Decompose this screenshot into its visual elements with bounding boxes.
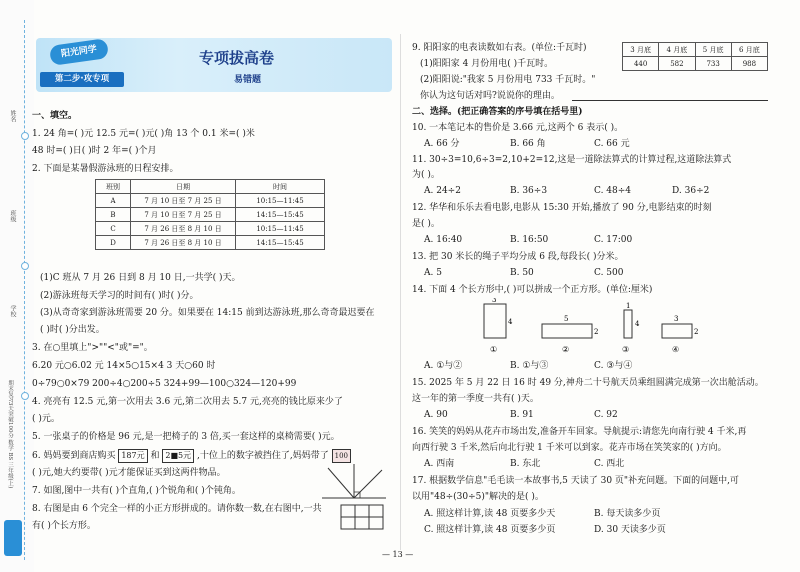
q2-sub2: (2)游泳班每天学习的时间有( )时( )分。 [40, 291, 199, 301]
q17-line1: 17. 根据数学信息"毛毛读一本故事书,5 天读了 30 页"补充问题。下面的问题中,可 [412, 476, 739, 486]
q16-option: A. 西南 [424, 459, 455, 469]
page-number: — 13 — [382, 550, 414, 559]
q10-option: C. 66 元 [594, 139, 630, 149]
swim-schedule-table [95, 179, 325, 250]
q14-option: B. ①与③ [510, 361, 549, 371]
table-cell: 988 [731, 57, 767, 71]
table-cell: C [96, 222, 131, 236]
q12-line1: 12. 华华和乐乐去看电影,电影从 15:30 开始,播放了 90 分,电影结束的时刻 [412, 203, 712, 213]
table-header-cell: 3 月底 [623, 43, 659, 57]
dim-label: 1 [626, 302, 631, 310]
q12-line2: 是( )。 [412, 219, 440, 229]
table-cell: 582 [659, 57, 695, 71]
q5-line1: 5. 一张桌子的价格是 96 元,是一把椅子的 3 倍,买一套这样的桌椅需要( )元。 [32, 432, 340, 442]
book-series-label: 期末复习3天突破100分 数学 BS 三年级(上) [7, 380, 13, 489]
q10-line1: 10. 一本笔记本的售价是 3.66 元,这两个 6 表示( )。 [412, 123, 624, 133]
table-row [96, 208, 325, 222]
q1-line2: 48 时=( )日( )时 2 年=( )个月 [32, 146, 157, 156]
q12-option: A. 16:40 [424, 235, 463, 245]
school-label: 学校 [9, 305, 16, 317]
table-header-cell: 班别 [96, 180, 131, 194]
table-header-cell: 日期 [131, 180, 236, 194]
q11-option: B. 36÷3 [510, 186, 548, 196]
q12-option: B. 16:50 [510, 235, 549, 245]
meter-reading-table [622, 42, 768, 71]
table-cell: D [96, 236, 131, 250]
q17-option: D. 30 天读多少页 [594, 525, 666, 535]
q10-option: A. 66 分 [424, 139, 460, 149]
q3-line2: 6.20 元○6.02 元 14×5○15×4 3 天○60 时 [32, 361, 216, 371]
page-title: 专项拔高卷 [199, 49, 275, 67]
q8-line2: 有( )个长方形。 [32, 521, 96, 531]
q13-option: A. 5 [424, 268, 442, 278]
q15-option: C. 92 [594, 410, 618, 420]
table-header-row [96, 180, 325, 194]
q7-line1: 7. 如图,图中一共有( )个直角,( )个锐角和( )个钝角。 [32, 486, 241, 496]
q2-intro: 2. 下面是某暑假游泳班的日程安排。 [32, 164, 179, 174]
table-cell: 10:15—11:45 [236, 194, 325, 208]
q6-hidden-price-tag: 2■5元 [162, 449, 194, 463]
q17-option: B. 每天读多少页 [594, 509, 661, 519]
table-row [623, 57, 768, 71]
q4-line2: ( )元。 [32, 414, 60, 424]
q6-text-rest: ,十位上的数字被挡住了,妈妈带了 [197, 451, 329, 461]
q16-option: C. 西北 [594, 459, 625, 469]
q9-sub3: 你认为这句话对吗?说说你的理由。 [420, 91, 560, 101]
column-divider [400, 34, 401, 550]
table-cell: 7 月 26 日至 8 月 10 日 [131, 222, 236, 236]
q9-sub2: (2)阳阳说:"我家 5 月份用电 733 千瓦时。" [420, 75, 596, 85]
table-cell: A [96, 194, 131, 208]
banknote-icon: 100 [332, 449, 351, 463]
q16-option: B. 东北 [510, 459, 541, 469]
table-row [96, 222, 325, 236]
table-cell: 733 [695, 57, 731, 71]
q15-option: A. 90 [424, 410, 448, 420]
q10-option: B. 66 角 [510, 139, 546, 149]
q2-sub1: (1)C 班从 7 月 26 日到 8 月 10 日,一共学( )天。 [40, 273, 241, 283]
table-header-row [623, 43, 768, 57]
q2-sub3b: ( )时( )分出发。 [40, 325, 105, 335]
table-header-cell: 5 月底 [695, 43, 731, 57]
q17-option: C. 照这样计算,读 48 页要多少页 [424, 525, 556, 535]
q11-option: C. 48÷4 [594, 186, 632, 196]
q15-option: B. 91 [510, 410, 534, 420]
table-cell: B [96, 208, 131, 222]
q6-text-and: 和 [150, 451, 160, 461]
q1-line1: 1. 24 角=( )元 12.5 元=( )元( )角 13 个 0.1 米=( )米 [32, 129, 255, 139]
q15-line2: 这一年的第一季度一共有( )天。 [412, 394, 539, 404]
table-cell: 7 月 26 日至 8 月 10 日 [131, 236, 236, 250]
q6-line2: ( )元,她大约要带( )元才能保证买到这两件物品。 [32, 468, 226, 478]
table-cell: 14:15—15:45 [236, 236, 325, 250]
binding-hole [21, 132, 29, 140]
q9-sub1: (1)阳阳家 4 月份用电( )千瓦时。 [420, 59, 554, 69]
answer-line [572, 100, 768, 101]
table-header-cell: 4 月底 [659, 43, 695, 57]
shape-label: ③ [622, 345, 630, 354]
dim-label: 2 [594, 328, 599, 336]
brand-logo: 阳光同学 [49, 38, 109, 66]
table-cell: 7 月 10 日至 7 月 25 日 [131, 208, 236, 222]
q6-line1 [32, 449, 351, 463]
name-label: 姓名 [9, 110, 16, 122]
q17-option: A. 照这样计算,读 48 页要多少天 [424, 509, 556, 519]
dim-label: 4 [635, 320, 640, 328]
q16-line1: 16. 笑笑的妈妈从花卉市场出发,准备开车回家。导航提示:请您先向南行驶 4 千米,再 [412, 427, 747, 437]
q11-option: D. 36÷2 [672, 186, 710, 196]
section-2-title: 二、选择。(把正确答案的序号填在括号里) [412, 107, 583, 117]
squares-grid-figure [340, 504, 384, 530]
table-cell: 10:15—11:45 [236, 222, 325, 236]
angle-figure [320, 462, 388, 502]
dim-label: 2 [694, 328, 699, 336]
q4-line1: 4. 亮亮有 12.5 元,第一次用去 3.6 元,第二次用去 5.7 元,亮亮的钱比原来少了 [32, 397, 343, 407]
q15-line1: 15. 2025 年 5 月 22 日 16 时 49 分,神舟二十号航天员乘组圆满完成第一次出舱活动。 [412, 378, 764, 388]
shape-label: ④ [672, 345, 680, 354]
dim-label: 4 [508, 318, 513, 326]
q3-line3: 0÷79○0×79 200÷4○200÷5 324+99—100○324—120+99 [32, 379, 297, 389]
cut-line [24, 20, 25, 560]
binding-hole [21, 262, 29, 270]
dim-label: 3 [674, 315, 679, 323]
table-row [96, 194, 325, 208]
step-badge: 第二步·攻专项 [40, 72, 124, 87]
dim-label: 5 [564, 315, 569, 323]
q8-line1: 8. 右图是由 6 个完全一样的小正方形拼成的。请你数一数,在右图中,一共 [32, 504, 322, 514]
table-cell: 440 [623, 57, 659, 71]
table-cell: 14:15—15:45 [236, 208, 325, 222]
shape-label: ② [562, 345, 570, 354]
q17-line2: 以用"48÷(30÷5)"解决的是( )。 [412, 492, 544, 502]
table-header-cell: 6 月底 [731, 43, 767, 57]
q14-line1: 14. 下面 4 个长方形中,( )可以拼成一个正方形。(单位:厘米) [412, 285, 653, 295]
dim-label: 3 [492, 298, 497, 304]
q11-option: A. 24÷2 [424, 186, 461, 196]
q11-line2: 为( )。 [412, 170, 440, 180]
rectangles-figure [476, 298, 716, 358]
q13-option: B. 50 [510, 268, 534, 278]
q13-option: C. 500 [594, 268, 624, 278]
table-cell: 7 月 10 日至 7 月 25 日 [131, 194, 236, 208]
q11-line1: 11. 30÷3=10,6÷3=2,10+2=12,这是一道除法算式的计算过程,这道除法算式 [412, 155, 732, 165]
q2-sub3: (3)从奇奇家到游泳班需要 20 分。如果要在 14:15 前到达游泳班,那么奇奇最迟要在 [40, 308, 375, 318]
q6-text: 6. 妈妈要到商店购买 [32, 451, 116, 461]
q9-line1: 9. 阳阳家的电表读数如右表。(单位:千瓦时) [412, 43, 587, 53]
q13-line1: 13. 把 30 米长的绳子平均分成 6 段,每段长( )分米。 [412, 252, 624, 262]
q6-price-tag: 187元 [118, 449, 147, 463]
brand-tab [4, 520, 22, 556]
q3-line1: 3. 在○里填上">""<"或"="。 [32, 343, 153, 353]
q16-line2: 向西行驶 3 千米,然后向北行驶 1 千米可以到家。花卉市场在笑笑家的( )方向。 [412, 443, 727, 453]
table-header-cell: 时间 [236, 180, 325, 194]
binding-hole [21, 392, 29, 400]
class-label: 班级 [9, 210, 16, 222]
page-subtitle: 易错题 [234, 75, 262, 85]
section-1-title: 一、填空。 [32, 111, 78, 121]
q14-option: A. ①与② [424, 361, 463, 371]
shape-label: ① [490, 345, 498, 354]
q14-option: C. ③与④ [594, 361, 633, 371]
table-row [96, 236, 325, 250]
q12-option: C. 17:00 [594, 235, 633, 245]
